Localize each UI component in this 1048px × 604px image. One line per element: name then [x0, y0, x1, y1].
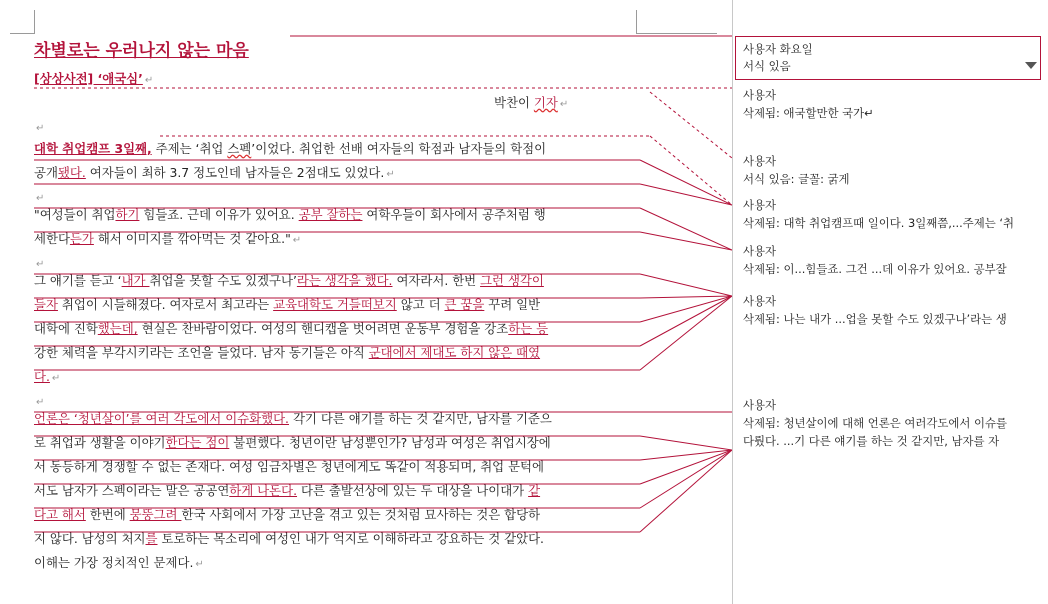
- comment-author: 사용자: [743, 244, 777, 258]
- comment-text: 화요일: [779, 42, 813, 56]
- text-run: 그런 생각이: [480, 273, 544, 288]
- comment-text: 삭제됨: 대학 취업캠프때 일이다. 3일째쯤,...주제는 ‘취: [743, 216, 1014, 230]
- text-run: 뭉뚱그려: [129, 507, 182, 522]
- text-run: 다.: [34, 369, 50, 384]
- text-run: 서 동등하게 경쟁할 수 없는 존재다. 여성 임금차별은 청년에게도 똑같이 적용되며, 취업 문턱에: [34, 459, 544, 474]
- text-line[interactable]: [34, 320, 548, 338]
- comment-text: 삭제됨: 나는 내가 ...업을 못할 수도 있겠구나’라는 생: [743, 312, 1007, 326]
- text-run: 하게 나돈다.: [229, 483, 298, 498]
- comment-6[interactable]: [743, 292, 1007, 328]
- text-run: 한번에: [85, 507, 130, 522]
- text-run: 됐다.: [57, 165, 86, 180]
- text-run: 취업을 못할 수도 있겠구나’: [149, 273, 297, 288]
- comment-3[interactable]: [743, 152, 850, 188]
- text-line[interactable]: [34, 230, 301, 250]
- text-line[interactable]: [34, 206, 546, 224]
- text-line[interactable]: [34, 368, 60, 388]
- text-run: 내가: [121, 273, 150, 288]
- text-run: 대학에 진학: [34, 321, 98, 336]
- text-run: 현실은 찬바람이었다. 여성의 핸디캡을 벗어려면 운동부 경험을 강조: [137, 321, 509, 336]
- text-run: 든가: [69, 231, 94, 246]
- paragraph-mark: ↵: [36, 193, 45, 204]
- comment-1[interactable]: [743, 40, 813, 58]
- text-run: 취업이 시들해졌다. 여자로서 최고라는: [57, 297, 274, 312]
- text-run: 이해는 가장 정치적인 문제다.: [34, 555, 194, 570]
- comment-text: 삭제됨: 애국할만한 국가↵: [743, 106, 874, 120]
- document-title[interactable]: 차별로는 우러나지 않는 마음: [34, 41, 249, 61]
- crop-mark: [636, 10, 637, 34]
- crop-mark: [34, 10, 35, 34]
- text-run: 하는 등: [508, 321, 549, 336]
- comment-text: 삭제됨: 청년살이에 대해 언론은 여러각도에서 이슈를: [743, 416, 1008, 430]
- text-line[interactable]: [34, 506, 540, 524]
- text-line[interactable]: [34, 344, 540, 362]
- text-run: 강한 체력을 부각시키라는 조언을 들었다. 남자 동기들은 아직: [34, 345, 369, 360]
- text-run: 한다는 점이: [165, 435, 230, 450]
- comment-5[interactable]: [743, 242, 1007, 278]
- text-line[interactable]: [34, 164, 395, 184]
- chevron-down-icon[interactable]: [1025, 62, 1037, 69]
- text-run: 대학 취업캠프 3일째,: [34, 141, 152, 156]
- text-run: 여자라서. 한번: [392, 273, 481, 288]
- text-run: 다고 해서: [34, 507, 86, 522]
- text-run: 라는 생각을 했다.: [296, 273, 393, 288]
- text-run: 불편했다. 청년이란 남성뿐인가? 남성과 여성은 취업시장에: [229, 435, 551, 450]
- paragraph-mark: ↵: [292, 235, 302, 246]
- text-run: 힘들죠. 근데 이유가 있어요.: [139, 207, 299, 222]
- text-line[interactable]: [34, 296, 540, 314]
- paragraph-mark: ↵: [36, 259, 45, 270]
- text-run: 공부 잘하는: [298, 207, 363, 222]
- text-run: 각기 다른 얘기를 하는 것 같지만, 남자를 기준으: [289, 411, 552, 426]
- text-line[interactable]: [34, 272, 544, 290]
- crop-mark: [637, 33, 717, 34]
- comment-2[interactable]: [743, 86, 874, 122]
- text-run: 세한다: [34, 231, 70, 246]
- markup-pane[interactable]: [732, 0, 1048, 604]
- text-run: 한국 사회에서 가장 고난을 겪고 있는 것처럼 묘사하는 것은 합당하: [181, 507, 541, 522]
- text-run: 해서 이미지를 깎아먹는 것 같아요.": [93, 231, 291, 246]
- comment-7[interactable]: [743, 396, 1007, 450]
- text-line[interactable]: [34, 434, 551, 452]
- comment-text: 삭제됨: 이...힘들죠. 그건 ...데 이유가 있어요. 공부잘: [743, 262, 1007, 276]
- text-run: 지 않다. 남성의 처지: [34, 531, 146, 546]
- text-run: 여학우들이 회사에서 공주처럼 행: [362, 207, 546, 222]
- text-line[interactable]: [34, 410, 552, 428]
- comment-author: 사용자: [743, 198, 777, 212]
- text-run: 다른 출발선상에 있는 두 대상을 나이대가: [297, 483, 529, 498]
- text-run: 여자들이 최하 3.7 정도인데 남자들은 2점대도 있었다.: [85, 165, 385, 180]
- crop-mark: [10, 33, 34, 34]
- text-run: 스펙: [227, 141, 252, 156]
- paragraph-mark: ↵: [51, 373, 61, 384]
- text-run: "여성들이 취업: [34, 207, 116, 222]
- text-line[interactable]: [34, 530, 544, 548]
- text-line[interactable]: [34, 140, 546, 158]
- comment-1-line2[interactable]: 서식 있음: [743, 59, 791, 73]
- comment-author: 사용자: [743, 398, 777, 412]
- text-line[interactable]: [34, 392, 44, 412]
- comment-author: 사용자: [743, 42, 777, 56]
- comment-author: 사용자: [743, 294, 777, 308]
- text-run: 로 취업과 생활을 이야기: [34, 435, 166, 450]
- text-run: 하기: [115, 207, 140, 222]
- text-run: 그 얘기를 듣고 ‘: [34, 273, 122, 288]
- text-run: ’이었다. 취업한 선배 여자들의 학점과 남자들의 학점이: [251, 141, 547, 156]
- paragraph-mark: ↵: [195, 559, 204, 570]
- text-line[interactable]: [34, 482, 540, 500]
- paragraph-mark: ↵: [386, 169, 395, 180]
- text-run: 않고 더: [396, 297, 445, 312]
- document-subtitle[interactable]: [상상사전] ‘애국심’ ↵: [34, 71, 154, 86]
- text-run: 군대에서 제대도 하지 않은 때였: [368, 345, 541, 360]
- text-run: 꾸려 일반: [484, 297, 541, 312]
- text-run: 교육대학도 거들떠보지: [273, 297, 397, 312]
- comment-author: 사용자: [743, 154, 777, 168]
- text-run: 들자: [34, 297, 58, 312]
- comment-4[interactable]: [743, 196, 1014, 232]
- text-run: 주제는 ‘취업: [151, 141, 228, 156]
- text-run: 같: [528, 483, 541, 498]
- text-line[interactable]: [34, 458, 544, 476]
- text-line[interactable]: [34, 554, 204, 574]
- text-run: 공개: [34, 165, 58, 180]
- text-run: 언론은 ‘청년살이’를 여러 각도에서 이슈화했다.: [34, 411, 289, 426]
- paragraph-mark: ↵: [36, 397, 45, 408]
- text-line[interactable]: [34, 254, 44, 274]
- text-run: 서도 남자가 스펙이라는 말은 공공연: [34, 483, 230, 498]
- text-run: 토로하는 목소리에 여성인 내가 억지로 이해하라고 강요하는 것 같았다.: [157, 531, 544, 546]
- comment-text-line2: 다뤘다. ...기 다른 얘기를 하는 것 같지만, 남자를 자: [743, 434, 1000, 448]
- text-run: 했는데,: [97, 321, 138, 336]
- text-run: 큰 꿈을: [444, 297, 485, 312]
- text-line[interactable]: [34, 188, 44, 208]
- text-run: 를: [145, 531, 158, 546]
- empty-paragraph[interactable]: ↵: [36, 123, 45, 134]
- comment-text: 서식 있음: 글꼴: 굵게: [743, 172, 850, 186]
- byline[interactable]: 박찬이 기자 ↵: [494, 95, 569, 110]
- comment-author: 사용자: [743, 88, 777, 102]
